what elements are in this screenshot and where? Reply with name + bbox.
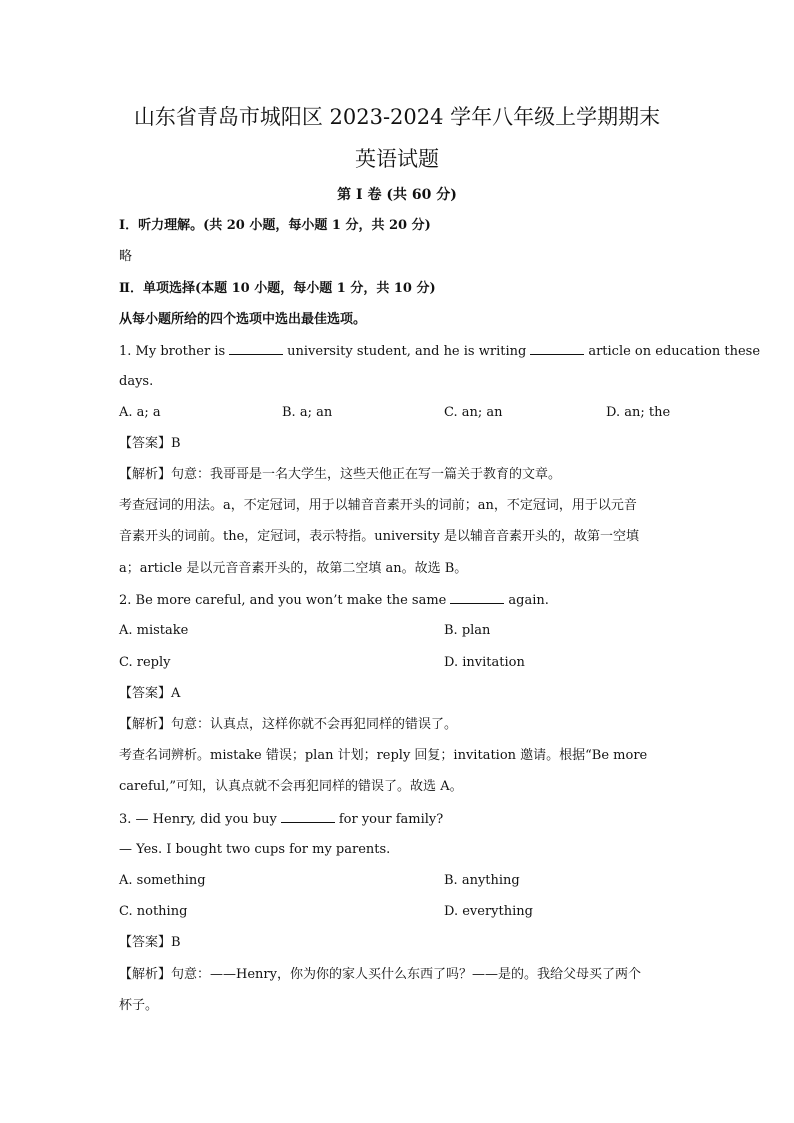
question-2-option-d: D. invitation: [444, 655, 525, 670]
volume-label: 第 I 卷 (共 60 分): [337, 187, 457, 203]
question-1-stem: 1. My brother is university student, and he is writing article on education these: [119, 344, 761, 359]
question-2-analysis-line: 考查名词辨析。mistake 错误；plan 计划；reply 回复；invitation 邀请。根据“Be more: [119, 748, 648, 763]
answer-blank: [229, 342, 283, 355]
section1-note: 略: [119, 249, 133, 264]
question-3-answer: 【答案】B: [119, 935, 181, 950]
question-2-option-a: A. mistake: [119, 623, 189, 638]
answer-blank: [450, 591, 504, 604]
answer-blank: [281, 810, 335, 823]
question-3-analysis-line: 【解析】句意：——Henry，你为你的家人买什么东西了吗？——是的。我给父母买了两个: [119, 967, 641, 982]
question-1-analysis-line: 考查冠词的用法。a，不定冠词，用于以辅音音素开头的词前；an，不定冠词，用于以元音: [119, 498, 637, 513]
question-1-analysis-line: 【解析】句意：我哥哥是一名大学生，这些天他正在写一篇关于教育的文章。: [119, 467, 562, 482]
question-1-option-c: C. an; an: [444, 405, 503, 420]
question-2-option-b: B. plan: [444, 623, 491, 638]
question-3-stem: 3. — Henry, did you buy for your family?: [119, 812, 444, 827]
question-1-option-d: D. an; the: [606, 405, 671, 420]
question-3-option-a: A. something: [119, 873, 206, 888]
question-3-option-c: C. nothing: [119, 904, 188, 919]
section2-instruction: 从每小题所给的四个选项中选出最佳选项。: [119, 312, 367, 327]
question-2-option-c: C. reply: [119, 655, 171, 670]
question-2-analysis-line: 【解析】句意：认真点，这样你就不会再犯同样的错误了。: [119, 717, 458, 732]
question-3-analysis-line: 杯子。: [119, 998, 159, 1013]
question-1-answer: 【答案】B: [119, 436, 181, 451]
question-2-answer: 【答案】A: [119, 686, 181, 701]
question-2-analysis-line: careful,”可知，认真点就不会再犯同样的错误了。故选 A。: [119, 779, 463, 794]
answer-blank: [530, 342, 584, 355]
question-1-analysis-line: 音素开头的词前。the，定冠词，表示特指。university 是以辅音音素开头的，故第一空填: [119, 529, 639, 544]
question-3-stem-cont: — Yes. I bought two cups for my parents.: [119, 842, 391, 857]
question-1-analysis-line: a；article 是以元音音素开头的，故第二空填 an。故选 B。: [119, 561, 468, 576]
section2-heading: Ⅱ．单项选择(本题 10 小题，每小题 1 分，共 10 分): [119, 281, 436, 296]
question-3-option-d: D. everything: [444, 904, 533, 919]
question-3-option-b: B. anything: [444, 873, 520, 888]
question-1-option-a: A. a; a: [119, 405, 161, 420]
question-1-stem-cont: days.: [119, 374, 154, 389]
question-2-stem: 2. Be more careful, and you won’t make the same again.: [119, 593, 549, 608]
document-title: 山东省青岛市城阳区 2023-2024 学年八年级上学期期末: [133, 105, 661, 129]
document-title-line2: 英语试题: [355, 147, 439, 171]
section1-heading: Ⅰ．听力理解。(共 20 小题，每小题 1 分，共 20 分): [119, 218, 431, 233]
question-1-option-b: B. a; an: [282, 405, 333, 420]
